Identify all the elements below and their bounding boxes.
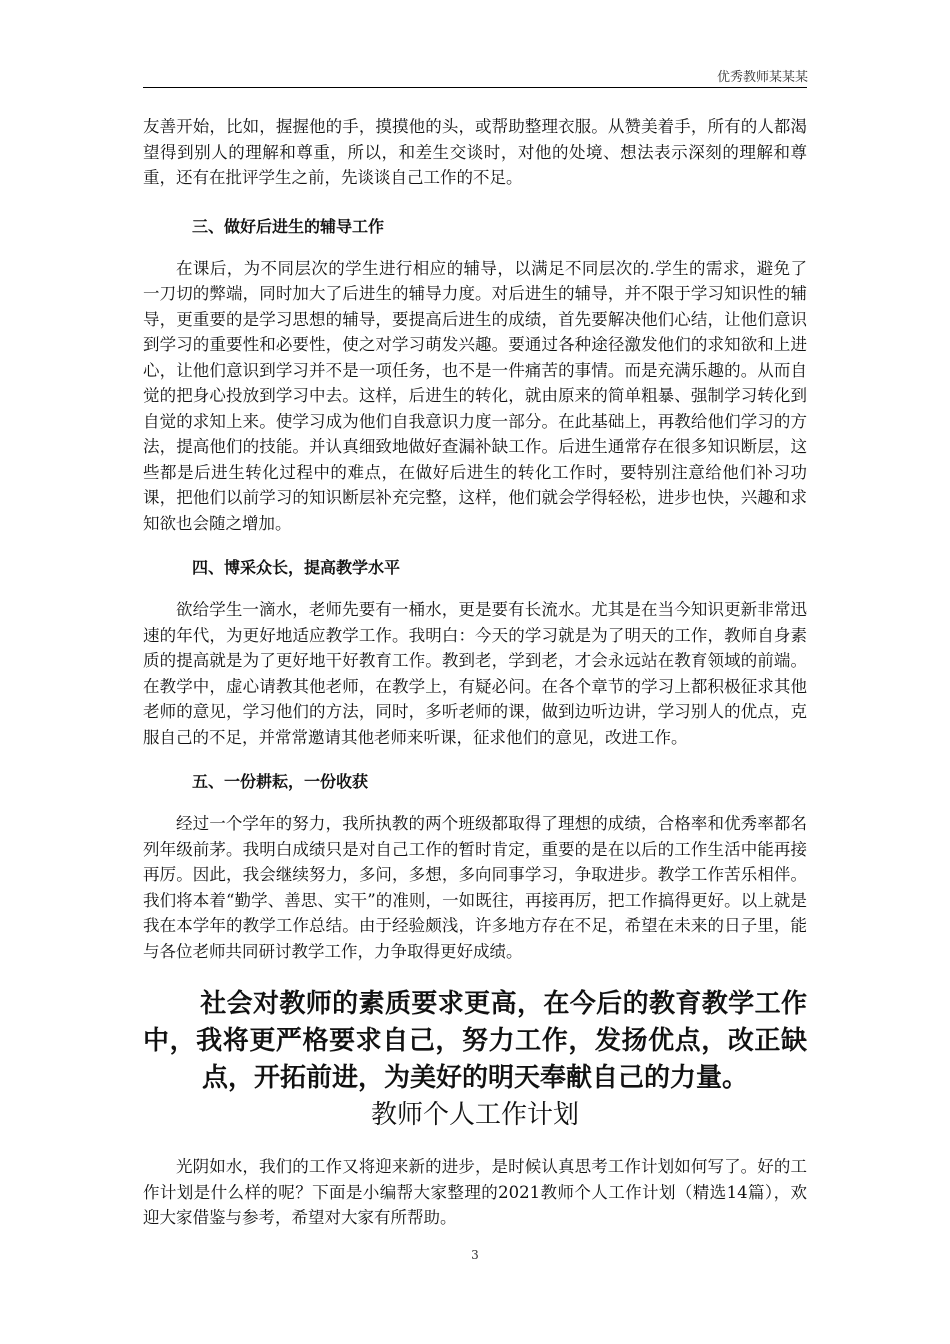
section-heading: 三、做好后进生的辅导工作 (192, 216, 385, 236)
paragraph: 欲给学生一滴水，老师先要有一桶水，更是要有长流水。尤其是在当今知识更新非常迅速的年代，为更好地适应教学工作。我明白：今天的学习就是为了明天的工作，教师自身素质的提高就是为了更好地干好教育工作。教到老，学到老，才会永远站在教育领域的前端。在教学中，虚心请教其他老师，在教学上，有疑必问。在各个章节的学习上都积极征求其他老师的意见，学习他们的方法，同时，多听老师的课，做到边听边讲，学习别人的优点，克服自己的不足，并常常邀请其他老师来听课，征求他们的意见，改进工作。 (143, 600, 807, 747)
header-divider (143, 87, 807, 88)
paragraph: 经过一个学年的努力，我所执教的两个班级都取得了理想的成绩，合格率和优秀率都名列年级前茅。我明白成绩只是对自己工作的暂时肯定，重要的是在以后的工作生活中能再接再厉。因此，我会继续努力，多问，多想，多向同事学习，争取进步。教学工作苦乐相伴。我们将本着“勤学、善思、实干”的准则，一如既往，再接再厉，把工作搞得更好。以上就是我在本学年的教学工作总结。由于经验颇浅，许多地方存在不足，希望在未来的日子里，能与各位老师共同研讨教学工作，力争取得更好成绩。 (143, 814, 807, 961)
document-title: 教师个人工作计划 (370, 1100, 579, 1130)
emphasis-paragraph: 社会对教师的素质要求更高，在今后的教育教学工作中，我将更严格要求自己，努力工作，发扬优点，改正缺点，开拓前进，为美好的明天奉献自己的力量。 (143, 989, 807, 1093)
document-body (143, 114, 807, 1231)
page-header: 优秀教师某某某 (716, 70, 808, 85)
page-number: 3 (471, 1248, 479, 1262)
paragraph: 在课后，为不同层次的学生进行相应的辅导，以满足不同层次的.学生的需求，避免了一刀切的弊端，同时加大了后进生的辅导力度。对后进生的辅导，并不限于学习知识性的辅导，更重要的是学习思想的辅导，要提高后进生的成绩，首先要解决他们心结，让他们意识到学习的重要性和必要性，使之对学习萌发兴趣。要通过各种途径激发他们的求知欲和上进心，让他们意识到学习并不是一项任务，也不是一件痛苦的事情。而是充满乐趣的。从而自觉的把身心投放到学习中去。这样，后进生的转化，就由原来的简单粗暴、强制学习转化到自觉的求知上来。使学习成为他们自我意识力度一部分。在此基础上，再教给他们学习的方法，提高他们的技能。并认真细致地做好查漏补缺工作。后进生通常存在很多知识断层，这些都是后进生转化过程中的难点，在做好后进生的转化工作时，要特别注意给他们补习功课，把他们以前学习的知识断层补充完整，这样，他们就会学得轻松，进步也快，兴趣和求知欲也会随之增加。 (143, 258, 807, 533)
paragraph: 光阴如水，我们的工作又将迎来新的进步，是时候认真思考工作计划如何写了。好的工作计划是什么样的呢？下面是小编帮大家整理的2021教师个人工作计划（精选14篇），欢迎大家借鉴与参考，希望对大家有所帮助。 (143, 1157, 807, 1227)
section-heading: 五、一份耕耘，一份收获 (192, 772, 369, 791)
paragraph: 友善开始，比如，握握他的手，摸摸他的头，或帮助整理衣服。从赞美着手，所有的人都渴望得到别人的理解和尊重，所以，和差生交谈时，对他的处境、想法表示深刻的理解和尊重，还有在批评学生之前，先谈谈自己工作的不足。 (143, 117, 807, 187)
section-heading: 四、博采众长，提高教学水平 (192, 558, 401, 577)
